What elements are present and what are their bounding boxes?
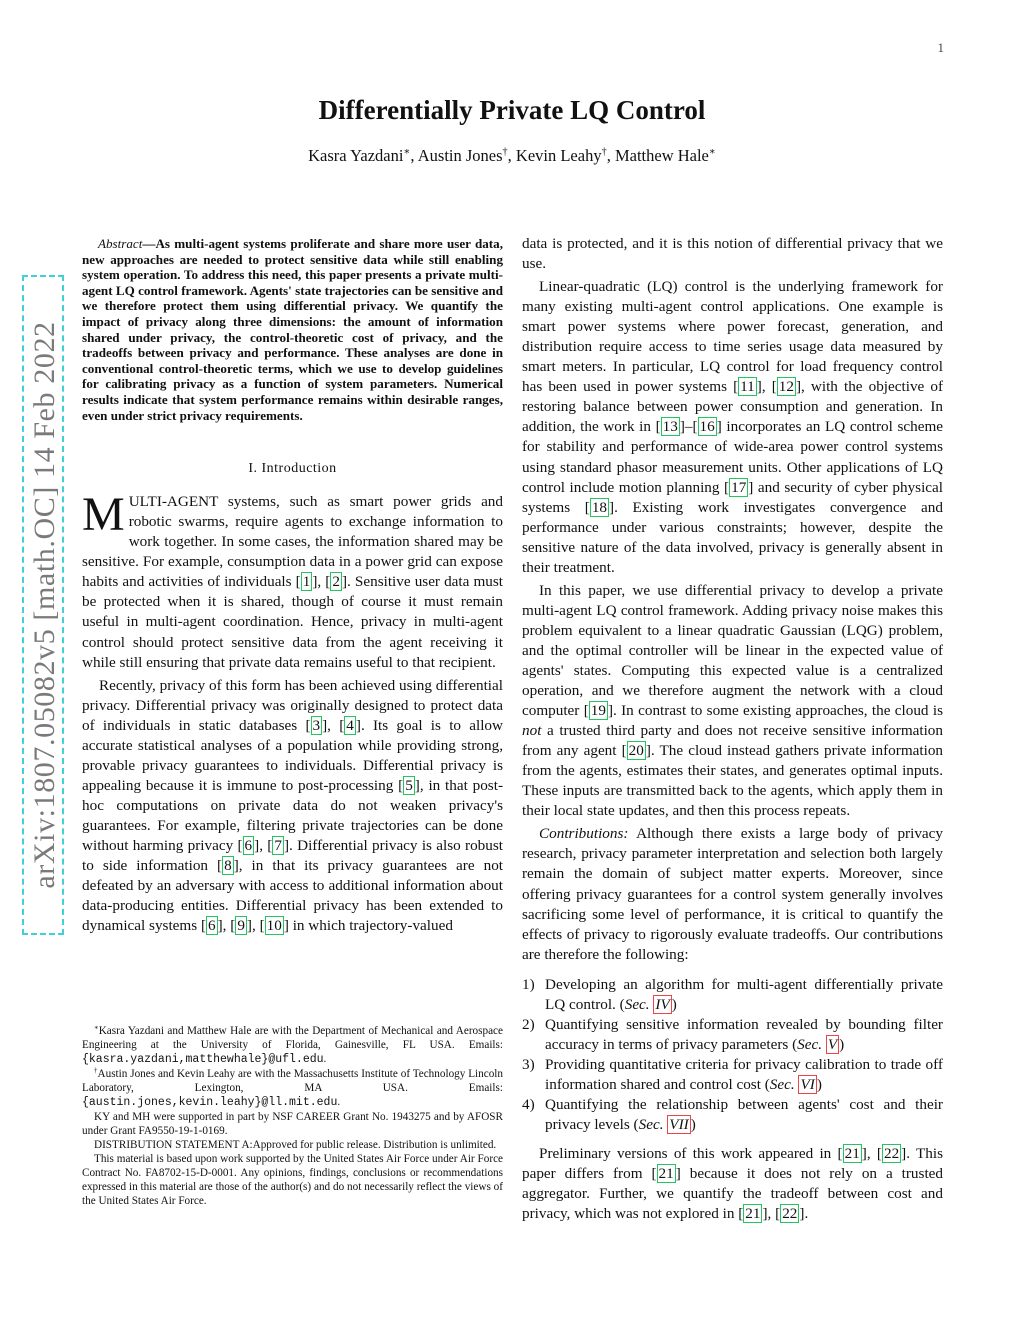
paragraph-text: . Its goal is to allow accurate statistical analyses of a population while providing strong, provable privacy guarantees to individuals. Differential privacy is appealing because it is immune to post-processing: [82, 716, 503, 794]
citation-link[interactable]: 21: [844, 1145, 860, 1163]
paragraph-text: in which trajectory-valued: [288, 917, 453, 935]
footnote-1: [82, 1024, 503, 1067]
citation-link[interactable]: 7: [274, 836, 282, 854]
paragraph-text: In this paper, we use differential privacy to develop a private multi-agent LQ control framework. Adding privacy noise makes this problem equivalent to a linear quadratic Gaussian (LQG) problem, and the optimal controller will be linear in the expected value of agents' states. Computing this expected value is a centralized operation, and we therefore augment the network with a cloud computer: [522, 581, 943, 720]
citation-link[interactable]: 17: [731, 478, 747, 496]
citation-link[interactable]: 10: [266, 917, 282, 935]
list-item-text: ): [671, 995, 677, 1013]
author-list: Kasra Yazdani∗, Austin Jones†, Kevin Leahy†, Matthew Hale∗: [308, 146, 716, 165]
footnote-5: This material is based upon work supported by the United States Air Force under Air Force Contract No. FA8702-15-D-0001. Any opinions, findings, conclusions or recommendations expressed in this material are those of the author(s) and do not necessarily reflect the views of the United States Air Force.: [82, 1153, 503, 1207]
footnotes: [82, 1024, 503, 1208]
citation-link[interactable]: 11: [740, 378, 755, 396]
section-link[interactable]: VII: [669, 1116, 689, 1134]
paragraph-text: Recently, privacy of this form has been achieved using differential privacy. Differential privacy was originally designed to protect data of individuals in static databases: [82, 676, 503, 734]
affiliation-mark: †: [502, 146, 508, 158]
affiliation-mark: ∗: [403, 146, 411, 158]
citation-separator: ,: [317, 573, 326, 591]
approach-paragraph: In this paper, we use differential privacy to develop a private multi-agent LQ control framework. Adding privacy noise makes this problem equivalent to a linear quadratic Gaussian (LQG) problem, and the optimal controller will be linear in the expected value of agents' states. Computing this expected value is a centralized operation, and we therefore augment the network with a cloud computer [ 19 ]. In contrast to some existing approaches, the cloud is not a trusted third party and does not receive sensitive information from any agent [ 20 ]. The cloud instead gathers private information from the agents, estimates their states, and generates optimal inputs. These inputs are transmitted back to the agents, which apply them in their local state updates, and then this process repeats.: [522, 581, 944, 820]
paragraph-text: .: [804, 1205, 809, 1223]
list-item-text: Developing an algorithm for multi-agent differentially private LQ control. (: [545, 975, 943, 1013]
paragraph-text: Preliminary versions of this work appeared in: [539, 1145, 838, 1163]
paragraph-text: and security of cyber physical systems: [522, 478, 943, 516]
citation-link[interactable]: 1: [302, 573, 311, 591]
page-number: 1: [937, 40, 944, 55]
right-column: [522, 234, 943, 1224]
paragraph-text: , in that post-hoc computations on private data do not weaken privacy's guarantees. For example, filtering private trajectories can be done without harming privacy: [82, 776, 503, 854]
list-number: 4): [522, 1095, 535, 1113]
citation-link[interactable]: 3: [312, 716, 321, 734]
section-label: Sec.: [624, 995, 654, 1013]
section-label: Sec.: [769, 1075, 799, 1093]
list-item: [522, 975, 943, 1015]
footnote-3: KY and MH were supported in part by NSF CAREER Grant No. 1943275 and by AFOSR under Grant FA9550-19-1-0169.: [82, 1111, 503, 1137]
left-column: [82, 236, 503, 936]
paragraph-text: . The cloud instead gathers private information from the agents, estimates their states, and generates optimal inputs. These inputs are transmitted back to the agents, which apply them in their local state updates, and then this process repeats.: [522, 742, 944, 820]
footnote-mark: †: [94, 1066, 98, 1075]
citation-link[interactable]: 2: [332, 573, 340, 591]
list-item-text: Providing quantitative criteria for privacy calibration to trade off information shared and control cost (: [545, 1055, 943, 1093]
paragraph-text: . Existing work investigates convergence and performance under various constraints; however, despite the sensitive nature of the data involved, privacy is generally absent in their treatment.: [522, 498, 943, 576]
section-label: Sec.: [638, 1116, 668, 1134]
list-item-text: Quantifying sensitive information revealed by bounding filter accuracy in terms of privacy parameters (: [545, 1015, 943, 1053]
paper-title: Differentially Private LQ Control: [318, 95, 706, 125]
list-item-text: Quantifying the relationship between agents' cost and their privacy levels (: [545, 1095, 943, 1134]
citation-link[interactable]: 18: [591, 498, 607, 516]
citation-link[interactable]: 13: [662, 418, 678, 436]
paragraph-text: . In contrast to some existing approaches, the cloud is: [613, 702, 943, 720]
footnote-text: .: [323, 1053, 327, 1065]
abstract-text: —As multi-agent systems proliferate and share more user data, new approaches are needed to protect sensitive data while still enabling system operation. To address this need, this paper presents a private multi-agent LQ control framework. Agents' state trajectories can be sensitive and we therefore protect them using differential privacy. We quantify the impact of privacy along three dimensions: the amount of information shared under privacy, the control-theoretic cost of privacy, and the tradeoffs between privacy and performance. These analyses are done in conventional control-theoretic terms, which we use to develop guidelines for calibrating privacy as a function of system parameters. Numerical results indicate that system performance remains within desirable ranges, even under strict privacy requirements.: [82, 236, 503, 423]
author-name: Matthew Hale: [614, 146, 709, 165]
paragraph-text: . Sensitive user data must be protected when it is shared, though of course it must remain useful in multi-agent coordination. Hence, privacy in multi-agent control should protect sensitive data from the agent receiving it while still ensuring that private data remains useful to that recipient.: [82, 573, 504, 671]
footnote-mark: ∗: [94, 1023, 99, 1032]
paragraph-text: because it does not rely on a trusted aggregator. Further, we quantify the tradeoff between cost and privacy, which was not explored in: [522, 1165, 943, 1223]
paragraph-text: . Differential privacy is also robust to side information: [82, 836, 503, 875]
citation-link[interactable]: 6: [208, 917, 216, 935]
paragraph-text: Linear-quadratic (LQ) control is the underlying framework for many existing multi-agent control applications. One example is smart power systems where power forecast, generation, and distribution require access to time series usage data measured by smart meters. In particular, LQ control for load frequency control has been used in power systems: [522, 278, 943, 396]
list-item: [522, 1055, 943, 1095]
emphasis-text: not: [522, 722, 542, 740]
list-item-text: ): [839, 1035, 845, 1053]
citation-link[interactable]: 5: [405, 776, 413, 794]
citation-link[interactable]: 16: [699, 418, 715, 436]
paragraph-text: , in that its privacy guarantees are not defeated by an adversary with access to additional information about data-producing entities. Differential privacy has been extended to dynamical systems: [82, 857, 504, 935]
contributions-list: [522, 975, 943, 1135]
citation-link[interactable]: 22: [782, 1205, 798, 1223]
paragraph-text: . This paper differs from: [522, 1145, 943, 1183]
affiliation-mark: ∗: [708, 146, 716, 158]
citation-link[interactable]: 9: [237, 917, 245, 935]
contributions-label: Contributions:: [539, 825, 629, 843]
arxiv-identifier-stamp[interactable]: arXiv:1807.05082v5 [math.OC] 14 Feb 2022: [22, 275, 64, 935]
footnote-4: DISTRIBUTION STATEMENT A:Approved for public release. Distribution is unlimited.: [94, 1139, 497, 1151]
footnote-text: Austin Jones and Kevin Leahy are with the Massachusetts Institute of Technology Lincoln Laboratory, Lexington, MA USA. Emails:: [82, 1068, 504, 1094]
list-number: 1): [522, 975, 535, 993]
citation-link[interactable]: 6: [244, 836, 253, 854]
list-number: 2): [522, 1015, 535, 1033]
paragraph-text: ULTI-AGENT systems, such as smart power grids and robotic swarms, require agents to exchange information to work together. In some cases, the information shared may be sensitive. For example, consumption data in a power grid can expose habits and activities of individuals: [82, 493, 503, 591]
continued-paragraph: data is protected, and it is this notion of differential privacy that we use.: [522, 235, 943, 273]
drop-cap: M: [82, 488, 125, 542]
citation-link[interactable]: 12: [778, 378, 794, 396]
list-item-text: ): [816, 1075, 822, 1093]
footnote-text: .: [337, 1096, 341, 1108]
section-link[interactable]: VI: [800, 1075, 815, 1093]
affiliation-mark: †: [601, 146, 607, 158]
section-link[interactable]: IV: [655, 995, 670, 1013]
citation-link[interactable]: 8: [224, 857, 232, 875]
section-link[interactable]: V: [827, 1035, 838, 1053]
citation-link[interactable]: 4: [346, 716, 354, 734]
contributions-paragraph: [522, 824, 943, 964]
email-link[interactable]: {kasra.yazdani,matthewhale}@ufl.edu: [82, 1053, 324, 1066]
citation-link[interactable]: 20: [628, 742, 644, 760]
footnote-text: Kasra Yazdani and Matthew Hale are with the Department of Mechanical and Aerospace Engineering at the University of Florida, Gainesville, FL USA. Emails:: [82, 1025, 503, 1051]
citation-range-dash: –: [684, 418, 693, 436]
citation-link[interactable]: 22: [883, 1145, 900, 1163]
author-name: Kevin Leahy: [515, 146, 602, 165]
author-name: Austin Jones: [417, 146, 503, 165]
list-item: [522, 1015, 943, 1055]
section-heading-introduction: I. Introduction: [248, 461, 337, 477]
footnote-2: [82, 1067, 503, 1110]
email-link[interactable]: {austin.jones,kevin.leahy}@ll.mit.edu: [82, 1096, 338, 1109]
citation-link[interactable]: 19: [590, 702, 606, 720]
intro-paragraph-2: Recently, privacy of this form has been achieved using differential privacy. Differential privacy was originally designed to protect data of individuals in static databases [ 3 ], [ 4 ]. Its goal is to allow accurate statistical analyses of a population while providing strong, provable privacy guarantees to individuals. Differential privacy is appealing because it is immune to post-processing [ 5 ], in that post-hoc computations on private data do not weaken privacy's guarantees. For example, filtering private trajectories can be done without harming privacy [ 6 ], [ 7 ]. Differential privacy is also robust to side information [ 8 ], in that its privacy guarantees are not defeated by an adversary with access to additional information about data-producing entities. Differential privacy has been extended to dynamical systems [ 6 ], [ 9 ], [ 10 ] in which trajectory-valued: [82, 676, 504, 935]
paragraph-text: incorporates an LQ control scheme for stability and performance of wide-area power control systems using standard phasor measurement units. Other applications of LQ control include motion planning: [522, 418, 943, 496]
lq-control-paragraph: Linear-quadratic (LQ) control is the underlying framework for many existing multi-agent control applications. One example is smart power systems where power forecast, generation, and distribution require access to time series usage data measured by smart meters. In particular, LQ control for load frequency control has been used in power systems [ 11 ], [ 12 ], with the objective of restoring balance between power consumption and generation. In addition, the work in [ 13 ]–[ 16 ] incorporates an LQ control scheme for stability and performance of wide-area power control systems using standard phasor measurement units. Other applications of LQ control include motion planning [ 17 ] and security of cyber physical systems [ 18 ]. Existing work investigates convergence and performance under various constraints; however, despite the sensitive nature of the data involved, privacy is generally absent in their treatment.: [522, 278, 944, 576]
author-name: Kasra Yazdani: [308, 146, 404, 165]
section-label: Sec.: [797, 1035, 826, 1053]
abstract-label: Abstract: [98, 236, 143, 251]
abstract: [82, 236, 503, 423]
intro-paragraph-1: MULTI-AGENT systems, such as smart power grids and robotic swarms, require agents to exchange information to work together. In some cases, the information shared may be sensitive. For example, consumption data in a power grid can expose habits and activities of individuals [ 1 ], [ 2 ]. Sensitive user data must be protected when it is shared, though of course it must remain useful in multi-agent coordination. Hence, privacy in multi-agent control should protect sensitive data from the agent receiving it while still ensuring that private data remains useful to that recipient.: [82, 488, 504, 671]
list-item: [522, 1095, 943, 1135]
list-item-text: ): [690, 1116, 696, 1134]
paragraph-text: a trusted third party and does not receive sensitive information from any agent: [522, 722, 943, 760]
citation-link[interactable]: 21: [745, 1205, 761, 1223]
paragraph-text: , with the objective of restoring balance between power consumption and generation. In addition, the work in: [522, 378, 944, 436]
preliminary-versions-paragraph: Preliminary versions of this work appeared in [ 21 ], [ 22 ]. This paper differs from [ 21 ] because it does not rely on a trusted aggregator. Further, we quantify the tradeoff between cost and privacy, which was not explored in [ 21 ], [ 22 ].: [522, 1145, 943, 1223]
list-number: 3): [522, 1055, 535, 1073]
paragraph-text: Although there exists a large body of privacy research, privacy parameter interpretation and selection both largely remain the domain of subject matter experts. Moreover, since offering privacy guarantees for a control system generally involves sacrificing some level of performance, it is critical to quantify the effects of privacy to rigorously evaluate tradeoffs. Our contributions are therefore the following:: [522, 825, 943, 963]
citation-link[interactable]: 21: [658, 1165, 674, 1183]
